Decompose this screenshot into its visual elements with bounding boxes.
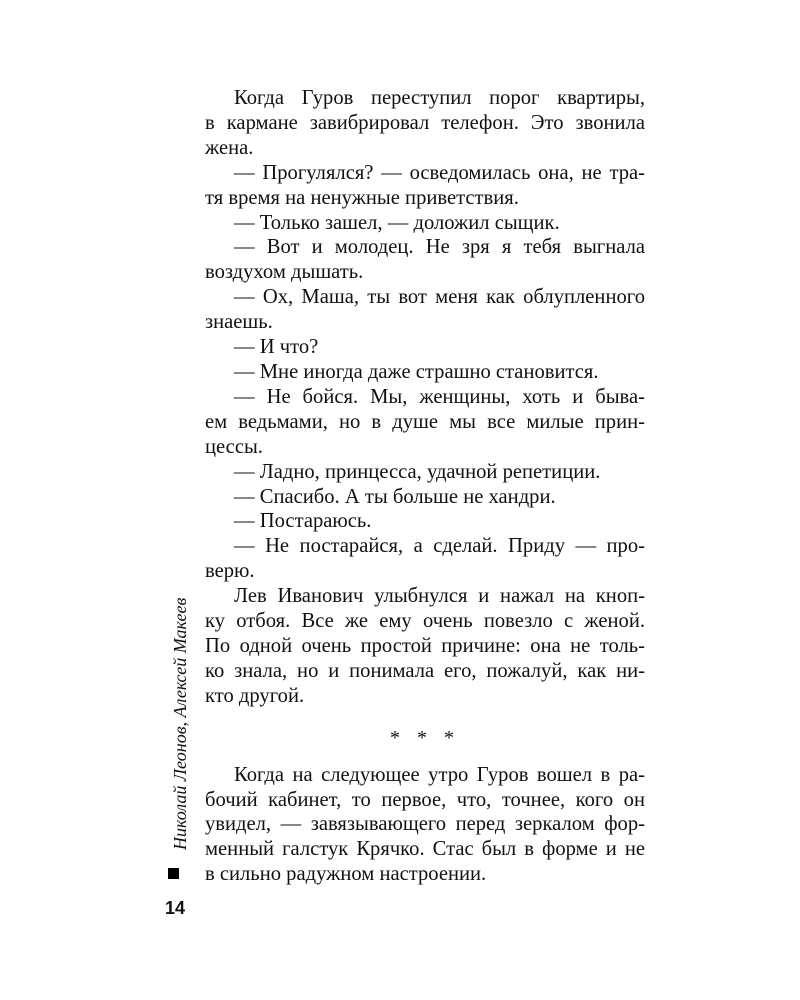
- text-line: знаешь.: [205, 311, 273, 334]
- page-number: 14: [165, 898, 186, 918]
- running-head-author: Николай Леонов, Алексей Макеев: [170, 597, 190, 850]
- text-line: — Спасибо. А ты больше не хандри.: [234, 485, 556, 508]
- text-line: верю.: [205, 560, 255, 583]
- text-line: — Прогулялся? — осведомилась она, не тра-: [234, 161, 645, 184]
- text-line: ко знала, но и понимала его, пожалуй, как ни-: [205, 659, 645, 682]
- text-line: Когда на следующее утро Гуров вошел в ра-: [234, 763, 645, 786]
- text-line: ку отбоя. Все же ему очень повезло с женой.: [205, 610, 645, 633]
- text-line: — Ладно, принцесса, удачной репетиции.: [234, 460, 601, 483]
- text-line: кто другой.: [205, 684, 305, 707]
- text-line: ем ведьмами, но в душе мы все милые прин-: [205, 410, 645, 433]
- text-line: жена.: [205, 136, 254, 159]
- text-line: Когда Гуров переступил порог квартиры,: [234, 87, 645, 109]
- text-line: цессы.: [205, 435, 263, 458]
- section-break: * * *: [390, 726, 460, 749]
- text-line: в сильно радужном настроении.: [205, 863, 487, 886]
- page-body-text: [205, 86, 645, 887]
- text-part-2: [205, 763, 645, 888]
- text-line: воздухом дышать.: [205, 261, 364, 284]
- text-line: — Мне иногда даже страшно становится.: [234, 360, 599, 383]
- text-line: — И что?: [234, 336, 319, 359]
- text-line: менный галстук Крячко. Стас был в форме и не: [205, 838, 645, 861]
- text-line: Лев Иванович улыбнулся и нажал на кноп-: [234, 585, 645, 608]
- text-line: — Постараюсь.: [234, 510, 372, 533]
- text-line: — Не постарайся, а сделай. Приду — про-: [234, 535, 645, 558]
- text-line: увидел, — завязывающего перед зеркалом фор-: [205, 813, 645, 836]
- text-line: тя время на ненужные приветствия.: [205, 186, 519, 209]
- text-part-1: [205, 86, 645, 709]
- text-line: — Ох, Маша, ты вот меня как облупленного: [234, 286, 645, 309]
- text-line: — Вот и молодец. Не зря я тебя выгнала: [234, 236, 645, 259]
- text-line: — Не бойся. Мы, женщины, хоть и быва-: [234, 385, 645, 408]
- text-line: бочий кабинет, то первое, что, точнее, кого он: [205, 788, 645, 811]
- text-line: в кармане завибрировал телефон. Это звонила: [205, 111, 645, 134]
- text-line: — Только зашел, — доложил сыщик.: [234, 211, 560, 234]
- running-head-marker: [168, 868, 179, 879]
- text-line: По одной очень простой причине: она не толь-: [205, 634, 645, 657]
